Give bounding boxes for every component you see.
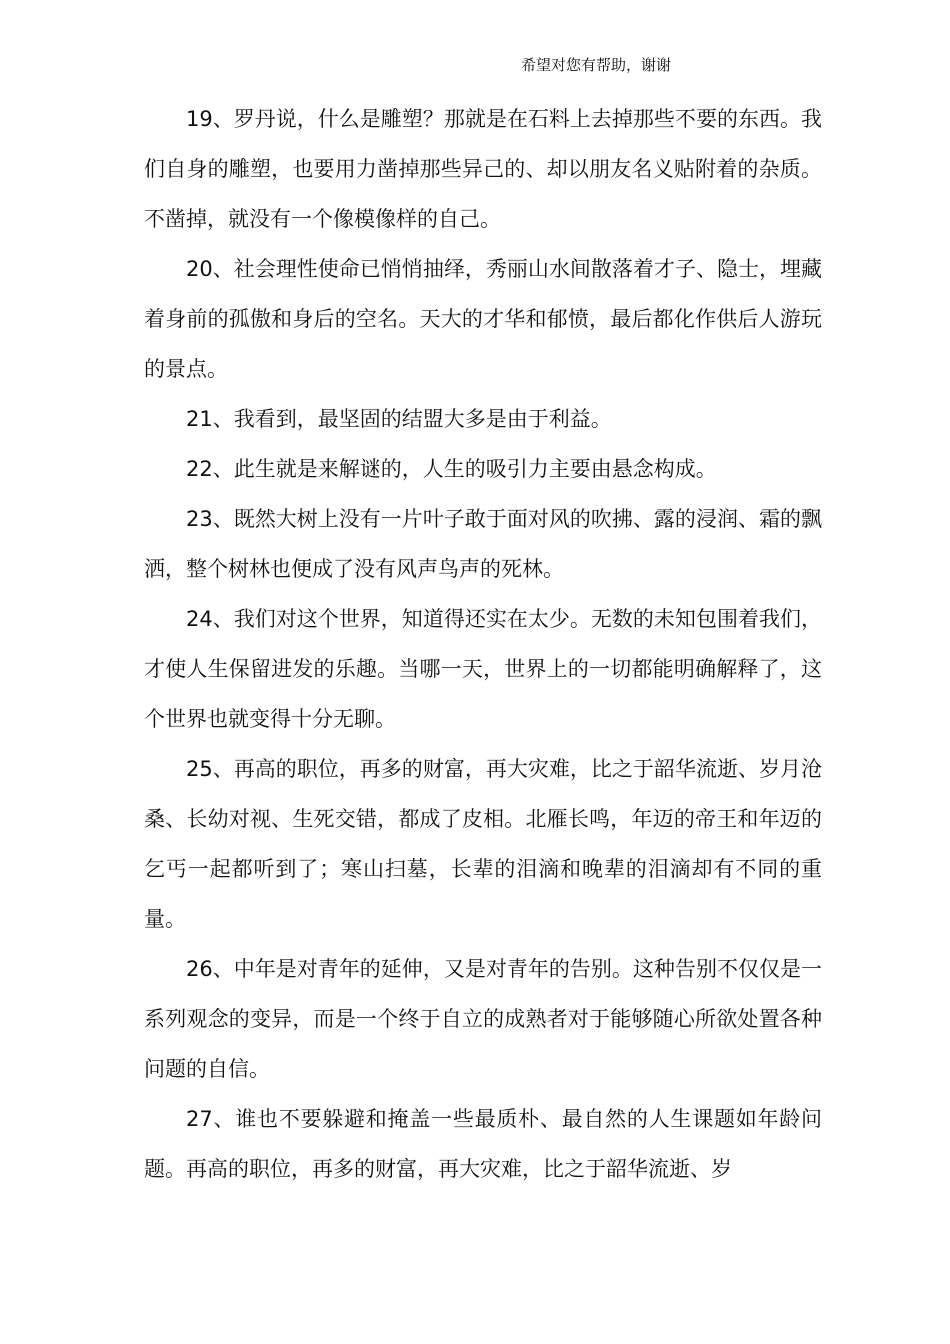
paragraph-23: 23、既然大树上没有一片叶子敢于面对风的吹拂、露的浸润、霜的飘洒，整个树林也便成了没有风声鸟声的死林。 (144, 507, 822, 581)
paragraph-26: 26、中年是对青年的延伸，又是对青年的告别。这种告别不仅仅是一系列观念的变异，而是一个终于自立的成熟者对于能够随心所欲处置各种问题的自信。 (144, 957, 822, 1081)
paragraph-21: 21、我看到，最坚固的结盟大多是由于利益。 (186, 407, 612, 431)
paragraph-24: 24、我们对这个世界，知道得还实在太少。无数的未知包围着我们，才使人生保留进发的乐趣。当哪一天，世界上的一切都能明确解释了，这个世界也就变得十分无聊。 (144, 607, 822, 731)
paragraph-27: 27、谁也不要躲避和掩盖一些最质朴、最自然的人生课题如年龄问题。再高的职位，再多的财富，再大灾难，比之于韶华流逝、岁 (144, 1107, 822, 1181)
paragraph-19: 19、罗丹说，什么是雕塑？那就是在石料上去掉那些不要的东西。我们自身的雕塑，也要用力凿掉那些异己的、却以朋友名义贴附着的杂质。不凿掉，就没有一个像模像样的自己。 (144, 107, 822, 231)
paragraph-20: 20、社会理性使命已悄悄抽绎，秀丽山水间散落着才子、隐士，埋藏着身前的孤傲和身后的空名。天大的才华和郁愤，最后都化作供后人游玩的景点。 (144, 257, 822, 381)
document-body (144, 94, 822, 1194)
paragraph-25: 25、再高的职位，再多的财富，再大灾难，比之于韶华流逝、岁月沧桑、长幼对视、生死交错，都成了皮相。北雁长鸣，年迈的帝王和年迈的乞丐一起都听到了；寒山扫墓，长辈的泪滴和晚辈的泪滴却有不同的重量。 (144, 757, 822, 931)
page-header: 希望对您有帮助，谢谢 (521, 56, 672, 74)
paragraph-22: 22、此生就是来解谜的，人生的吸引力主要由悬念构成。 (186, 457, 717, 481)
